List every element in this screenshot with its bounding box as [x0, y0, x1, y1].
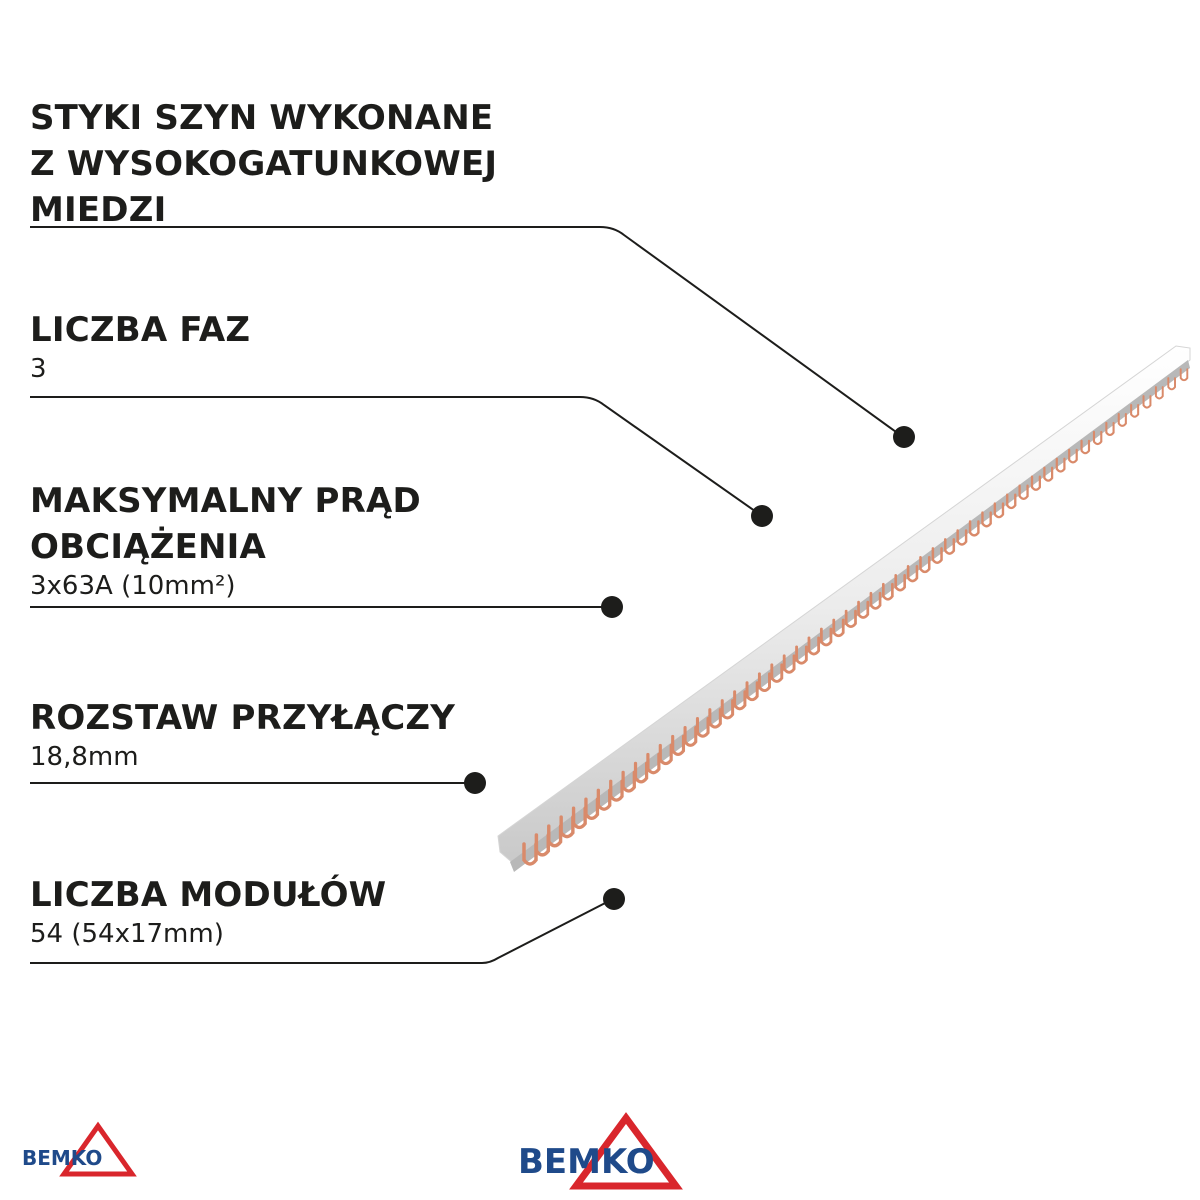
spec-modules-value: 54 (54x17mm) [30, 919, 224, 949]
spec-phases [30, 307, 250, 385]
brand-logo-small-text: BEMKO [22, 1146, 103, 1170]
leader-dot-phases [751, 505, 773, 527]
spec-phases-value: 3 [30, 354, 47, 384]
spec-contacts [30, 95, 497, 233]
spec-spacing-title: ROZSTAW PRZYŁĄCZY [30, 698, 456, 738]
spec-current-title-line-2: OBCIĄŻENIA [30, 527, 267, 567]
spec-modules-title: LICZBA MODUŁÓW [30, 875, 387, 915]
leader-dot-spacing [464, 772, 486, 794]
spec-phases-title: LICZBA FAZ [30, 310, 251, 350]
spec-modules [30, 872, 386, 950]
leader-dot-contacts [893, 426, 915, 448]
spec-current [30, 478, 421, 602]
spec-contacts-title-line-2: Z WYSOKOGATUNKOWEJ [30, 144, 498, 184]
brand-logo-large-text: BEMKO [518, 1142, 655, 1182]
spec-contacts-title-line-1: STYKI SZYN WYKONANE [30, 98, 494, 138]
spec-current-value: 3x63A (10mm²) [30, 571, 236, 601]
spec-spacing-value: 18,8mm [30, 742, 139, 772]
spec-current-title-line-1: MAKSYMALNY PRĄD [30, 481, 421, 521]
spec-spacing [30, 695, 455, 773]
brand-logo-small [22, 1120, 140, 1178]
leader-dot-modules [603, 888, 625, 910]
spec-contacts-title-line-3: MIEDZI [30, 190, 167, 230]
leader-dot-current [601, 596, 623, 618]
brand-logo-large [516, 1110, 686, 1190]
